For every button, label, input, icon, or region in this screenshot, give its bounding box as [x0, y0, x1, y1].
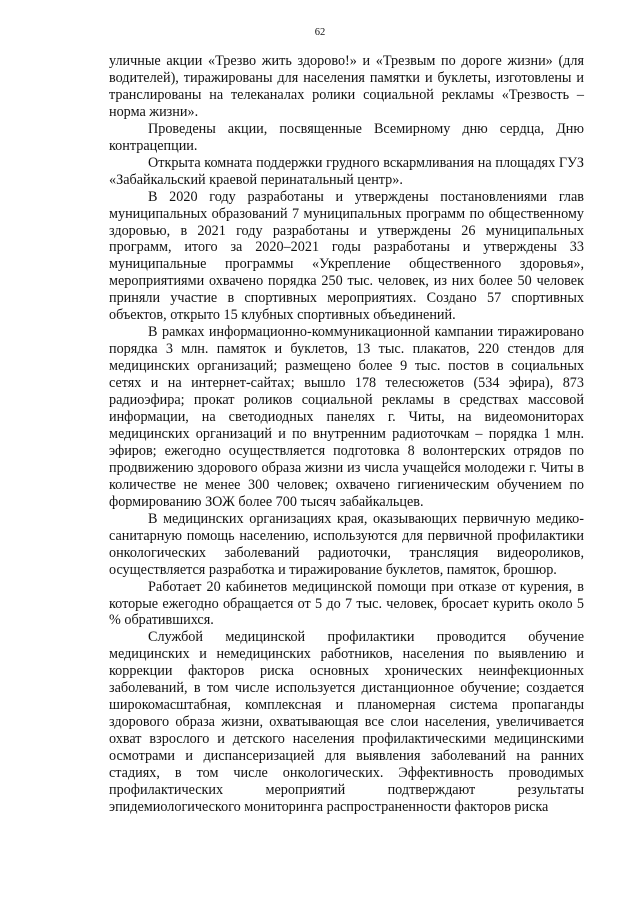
- paragraph-municipal-programs: В 2020 году разработаны и утверждены постановлениями глав муниципальных образований 7 муниципальных программ по общественному здоровью, в 2021 году разработаны и утверждены 26 муниципальных программ, итого за 2020–2021 годы разработаны и утверждены 33 муниципальные программы «Укрепление общественного здоровья», мероприятиями охвачено порядка 250 тыс. человек, из них более 50 человек приняли участие в спортивных мероприятиях. Создано 57 спортивных объектов, открыто 15 клубных спортивных объединений.: [109, 188, 584, 324]
- paragraph-information-campaign: В рамках информационно-коммуникационной кампании тиражировано порядка 3 млн. памяток и буклетов, 13 тыс. плакатов, 220 стендов для медицинских организаций; размещено более 9 тыс. постов в социальных сетях и на интернет-сайтах; вышло 178 телесюжетов (534 эфира), 873 радиоэфира; прокат роликов социальной рекламы в средствах массовой информации, на светодиодных панелях г. Читы, на видеомониторах медицинских организаций и по внутренним радиоточкам – порядка 1 млн. эфиров; ежегодно осуществляется подготовка 8 волонтерских отрядов по продвижению здорового образа жизни из числа учащейся молодежи г. Читы в количестве не менее 300 человек; охвачено гигиеническим обучением по формированию ЗОЖ более 700 тысяч забайкальцев.: [109, 324, 584, 510]
- paragraph-primary-prevention: В медицинских организациях края, оказывающих первичную медико-санитарную помощь населению, используются для первичной профилактики онкологических заболеваний радиоточки, трансляция видеороликов, осуществляется разработка и тиражирование буклетов, памяток, брошюр.: [109, 510, 584, 578]
- paragraph-breastfeeding-room: Открыта комната поддержки грудного вскармливания на площадях ГУЗ «Забайкальский краевой перинатальный центр».: [109, 154, 584, 188]
- paragraph-prevention-service: Службой медицинской профилактики проводится обучение медицинских и немедицинских работников, населения по выявлению и коррекции факторов риска основных хронических неинфекционных заболеваний, в том числе используется дистанционное обучение; создается широкомасштабная, комплексная и планомерная система пропаганды здорового образа жизни, охватывающая все слои населения, увеличивается охват взрослого и детского населения профилактическими медицинскими осмотрами и диспансеризацией для выявления заболеваний на ранних стадиях, в том числе онкологических. Эффективность проводимых профилактических мероприятий подтверждают результаты эпидемиологического мониторинга распространенности факторов риска: [109, 629, 584, 815]
- page-number: 62: [314, 27, 326, 38]
- paragraph-sobriety-campaign: уличные акции «Трезво жить здорово!» и «Трезвым по дороге жизни» (для водителей), тиражированы для населения памятки и буклеты, изготовлены и транслированы на телеканалах ролики социальной рекламы «Трезвость – норма жизни».: [109, 53, 584, 120]
- body-text: [109, 53, 584, 816]
- paragraph-smoking-cessation: Работает 20 кабинетов медицинской помощи при отказе от курения, в которые ежегодно обращается от 5 до 7 тыс. человек, бросает курить около 5 % обратившихся.: [109, 578, 584, 629]
- paragraph-heart-day-actions: Проведены акции, посвященные Всемирному дню сердца, Дню контрацепции.: [109, 120, 584, 154]
